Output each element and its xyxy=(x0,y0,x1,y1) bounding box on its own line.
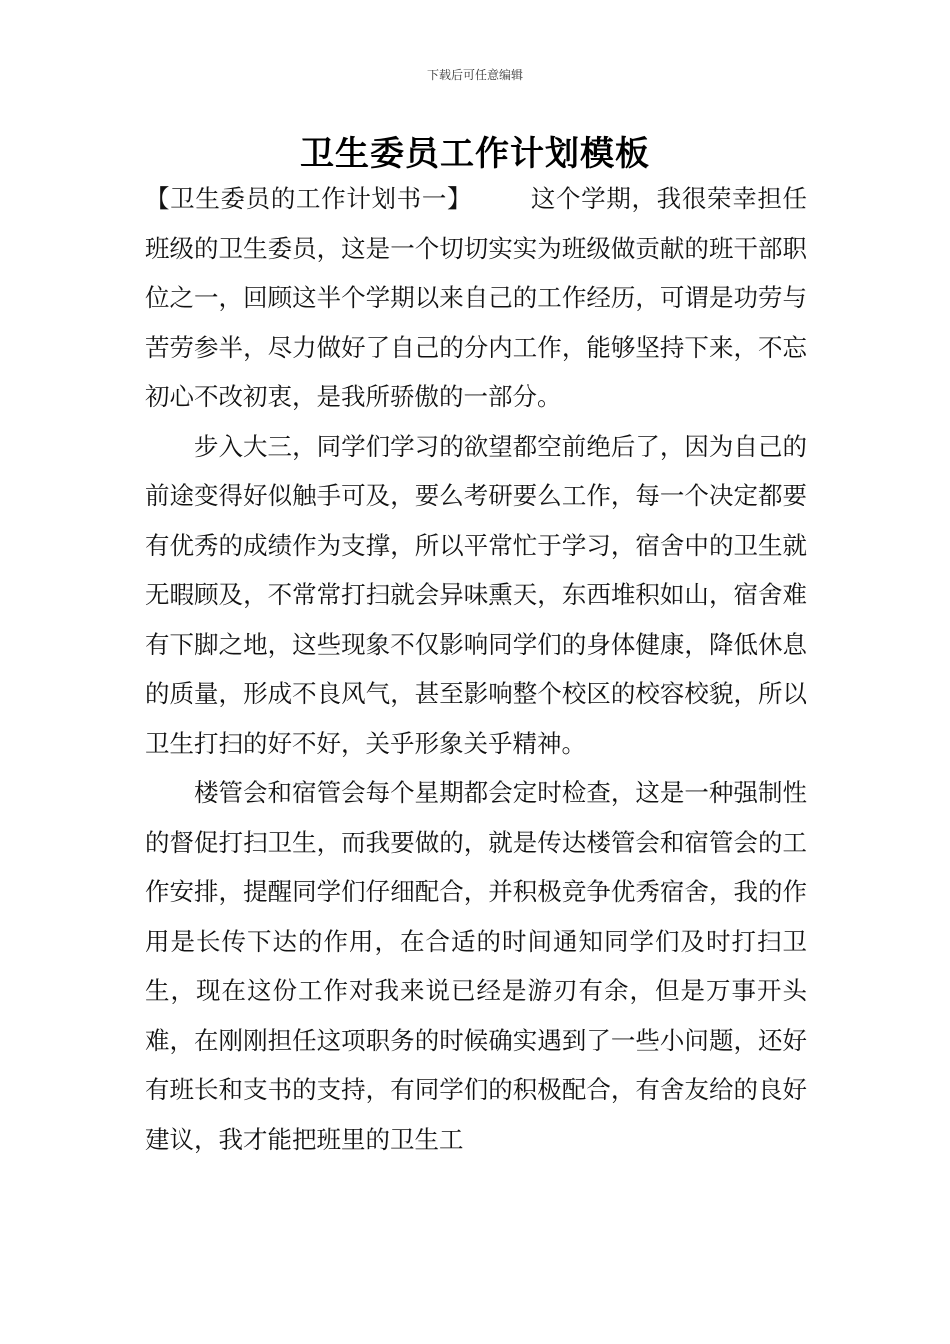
document-body xyxy=(145,174,807,1164)
document-title: 卫生委员工作计划模板 xyxy=(300,134,650,174)
paragraph-1 xyxy=(145,174,807,422)
paragraph-3: 楼管会和宿管会每个星期都会定时检查，这是一种强制性的督促打扫卫生，而我要做的，就是传达楼管会和宿管会的工作安排，提醒同学们仔细配合，并积极竞争优秀宿舍，我的作用是长传下达的作用，在合适的时间通知同学们及时打扫卫生，现在这份工作对我来说已经是游刃有余，但是万事开头难，在刚刚担任这项职务的时候确实遇到了一些小问题，还好有班长和支书的支持，有同学们的积极配合，有舍友给的良好建议，我才能把班里的卫生工 xyxy=(145,778,807,1154)
section-heading: 【卫生委员的工作计划书一】 xyxy=(145,184,473,213)
header-note: 下载后可任意编辑 xyxy=(426,68,523,82)
paragraph-2: 步入大三，同学们学习的欲望都空前绝后了，因为自己的前途变得好似触手可及，要么考研要么工作，每一个决定都要有优秀的成绩作为支撑，所以平常忙于学习，宿舍中的卫生就无暇顾及，不常常打扫就会异味熏天，东西堆积如山，宿舍难有下脚之地，这些现象不仅影响同学们的身体健康，降低休息的质量，形成不良风气，甚至影响整个校区的校容校貌，所以卫生打扫的好不好，关乎形象关乎精神。 xyxy=(145,431,807,758)
paragraph-1-text: 这个学期，我很荣幸担任班级的卫生委员，这是一个切切实实为班级做贡献的班干部职位之一，回顾这半个学期以来自己的工作经历，可谓是功劳与苦劳参半，尽力做好了自己的分内工作，能够坚持下来，不忘初心不改初衷，是我所骄傲的一部分。 xyxy=(145,184,808,411)
